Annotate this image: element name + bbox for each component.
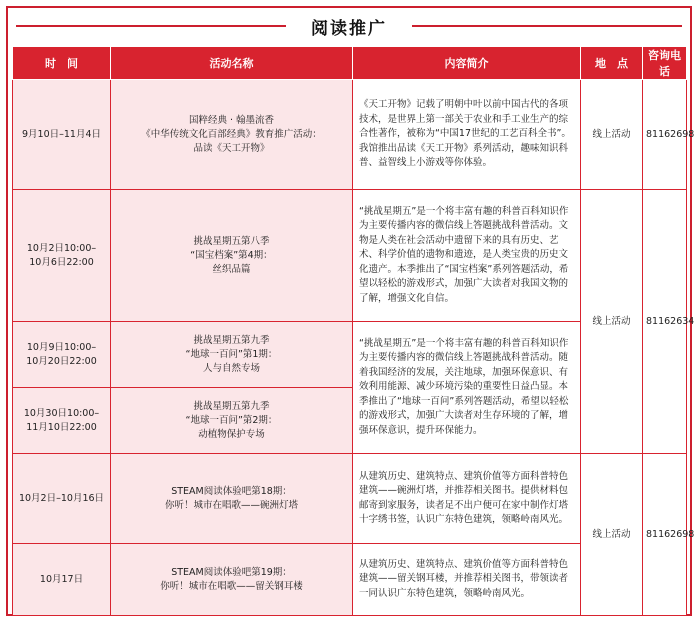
time-cell: 10月9日10:00– 10月20日22:00 <box>13 322 111 388</box>
place-cell: 线上活动 <box>581 190 643 454</box>
header-name: 活动名称 <box>111 47 353 80</box>
header-time: 时 间 <box>13 47 111 80</box>
title-divider-left <box>16 25 286 27</box>
title-divider-right <box>412 25 682 27</box>
activity-table <box>12 46 695 616</box>
table-header-row <box>13 47 687 80</box>
time-cell: 9月10日–11月4日 <box>13 80 111 190</box>
intro-cell: “挑战星期五”是一个将丰富有趣的科普百科知识作为主要传播内容的微信线上答题挑战科普活动。随着我国经济的发展，关注地球，加强环保意识、有效利用能源、减少环境污染的重要性日益凸显。本季推出了“地球一百问”系列答题活动，希望以轻松的游戏形式，加强广大读者对生存环境的了解，增强环保意识，提升环保能力。 <box>353 322 581 454</box>
place-cell: 线上活动 <box>581 80 643 190</box>
place-cell: 线上活动 <box>581 454 643 616</box>
intro-cell: 《天工开物》记载了明朝中叶以前中国古代的各项技术，是世界上第一部关于农业和手工业生产的综合性著作，被称为“中国17世纪的工艺百科全书”。我馆推出品读《天工开物》系列活动，趣味知识科普、益智线上小游戏等你体验。 <box>353 80 581 190</box>
activity-name-cell: STEAM阅读体验吧第18期： 你听！城市在唱歌——碗洲灯塔 <box>111 454 353 544</box>
activity-name-cell: 国粹经典 · 翰墨流香 《中华传统文化百部经典》教育推广活动： 品读《天工开物》 <box>111 80 353 190</box>
phone-cell: 81162634 <box>643 190 687 454</box>
phone-cell: 81162698 <box>643 454 687 616</box>
header-phone: 咨询电话 <box>643 47 687 80</box>
intro-cell: 从建筑历史、建筑特点、建筑价值等方面科普特色建筑——留关钢耳楼，并推荐相关图书，带领读者一同认识广东特色建筑，领略岭南风光。 <box>353 544 581 616</box>
time-cell: 10月2日10:00– 10月6日22:00 <box>13 190 111 322</box>
table-row <box>13 80 687 190</box>
header-intro: 内容简介 <box>353 47 581 80</box>
phone-cell: 81162698 <box>643 80 687 190</box>
time-cell: 10月30日10:00– 11月10日22:00 <box>13 388 111 454</box>
activity-name-cell: 挑战星期五第八季 “国宝档案”第4期： 丝织品篇 <box>111 190 353 322</box>
activity-name-cell: 挑战星期五第九季 “地球一百问”第2期： 动植物保护专场 <box>111 388 353 454</box>
promotion-panel <box>6 6 695 616</box>
time-cell: 10月2日–10月16日 <box>13 454 111 544</box>
intro-cell: “挑战星期五”是一个将丰富有趣的科普百科知识作为主要传播内容的微信线上答题挑战科普活动。文物是人类在社会活动中遗留下来的具有历史、艺术、科学价值的遗物和遗迹，是人类宝贵的历史文化遗产。本季推出了“国宝档案”系列答题活动，希望以轻松的游戏形式，加强广大读者对我国文物的了解，增强文化自信。 <box>353 190 581 322</box>
table-row <box>13 454 687 544</box>
intro-cell: 从建筑历史、建筑特点、建筑价值等方面科普特色建筑——碗洲灯塔，并推荐相关图书。提供材料包邮寄到家服务，读者足不出户便可在家中制作灯塔十字绣书签，认识广东特色建筑，领略岭南风光。 <box>353 454 581 544</box>
activity-name-cell: STEAM阅读体验吧第19期： 你听！城市在唱歌——留关钢耳楼 <box>111 544 353 616</box>
title-bar <box>8 8 690 44</box>
table-row <box>13 190 687 322</box>
time-cell: 10月17日 <box>13 544 111 616</box>
header-place: 地 点 <box>581 47 643 80</box>
activity-name-cell: 挑战星期五第九季 “地球一百问”第1期： 人与自然专场 <box>111 322 353 388</box>
page-title: 阅读推广 <box>297 14 401 39</box>
